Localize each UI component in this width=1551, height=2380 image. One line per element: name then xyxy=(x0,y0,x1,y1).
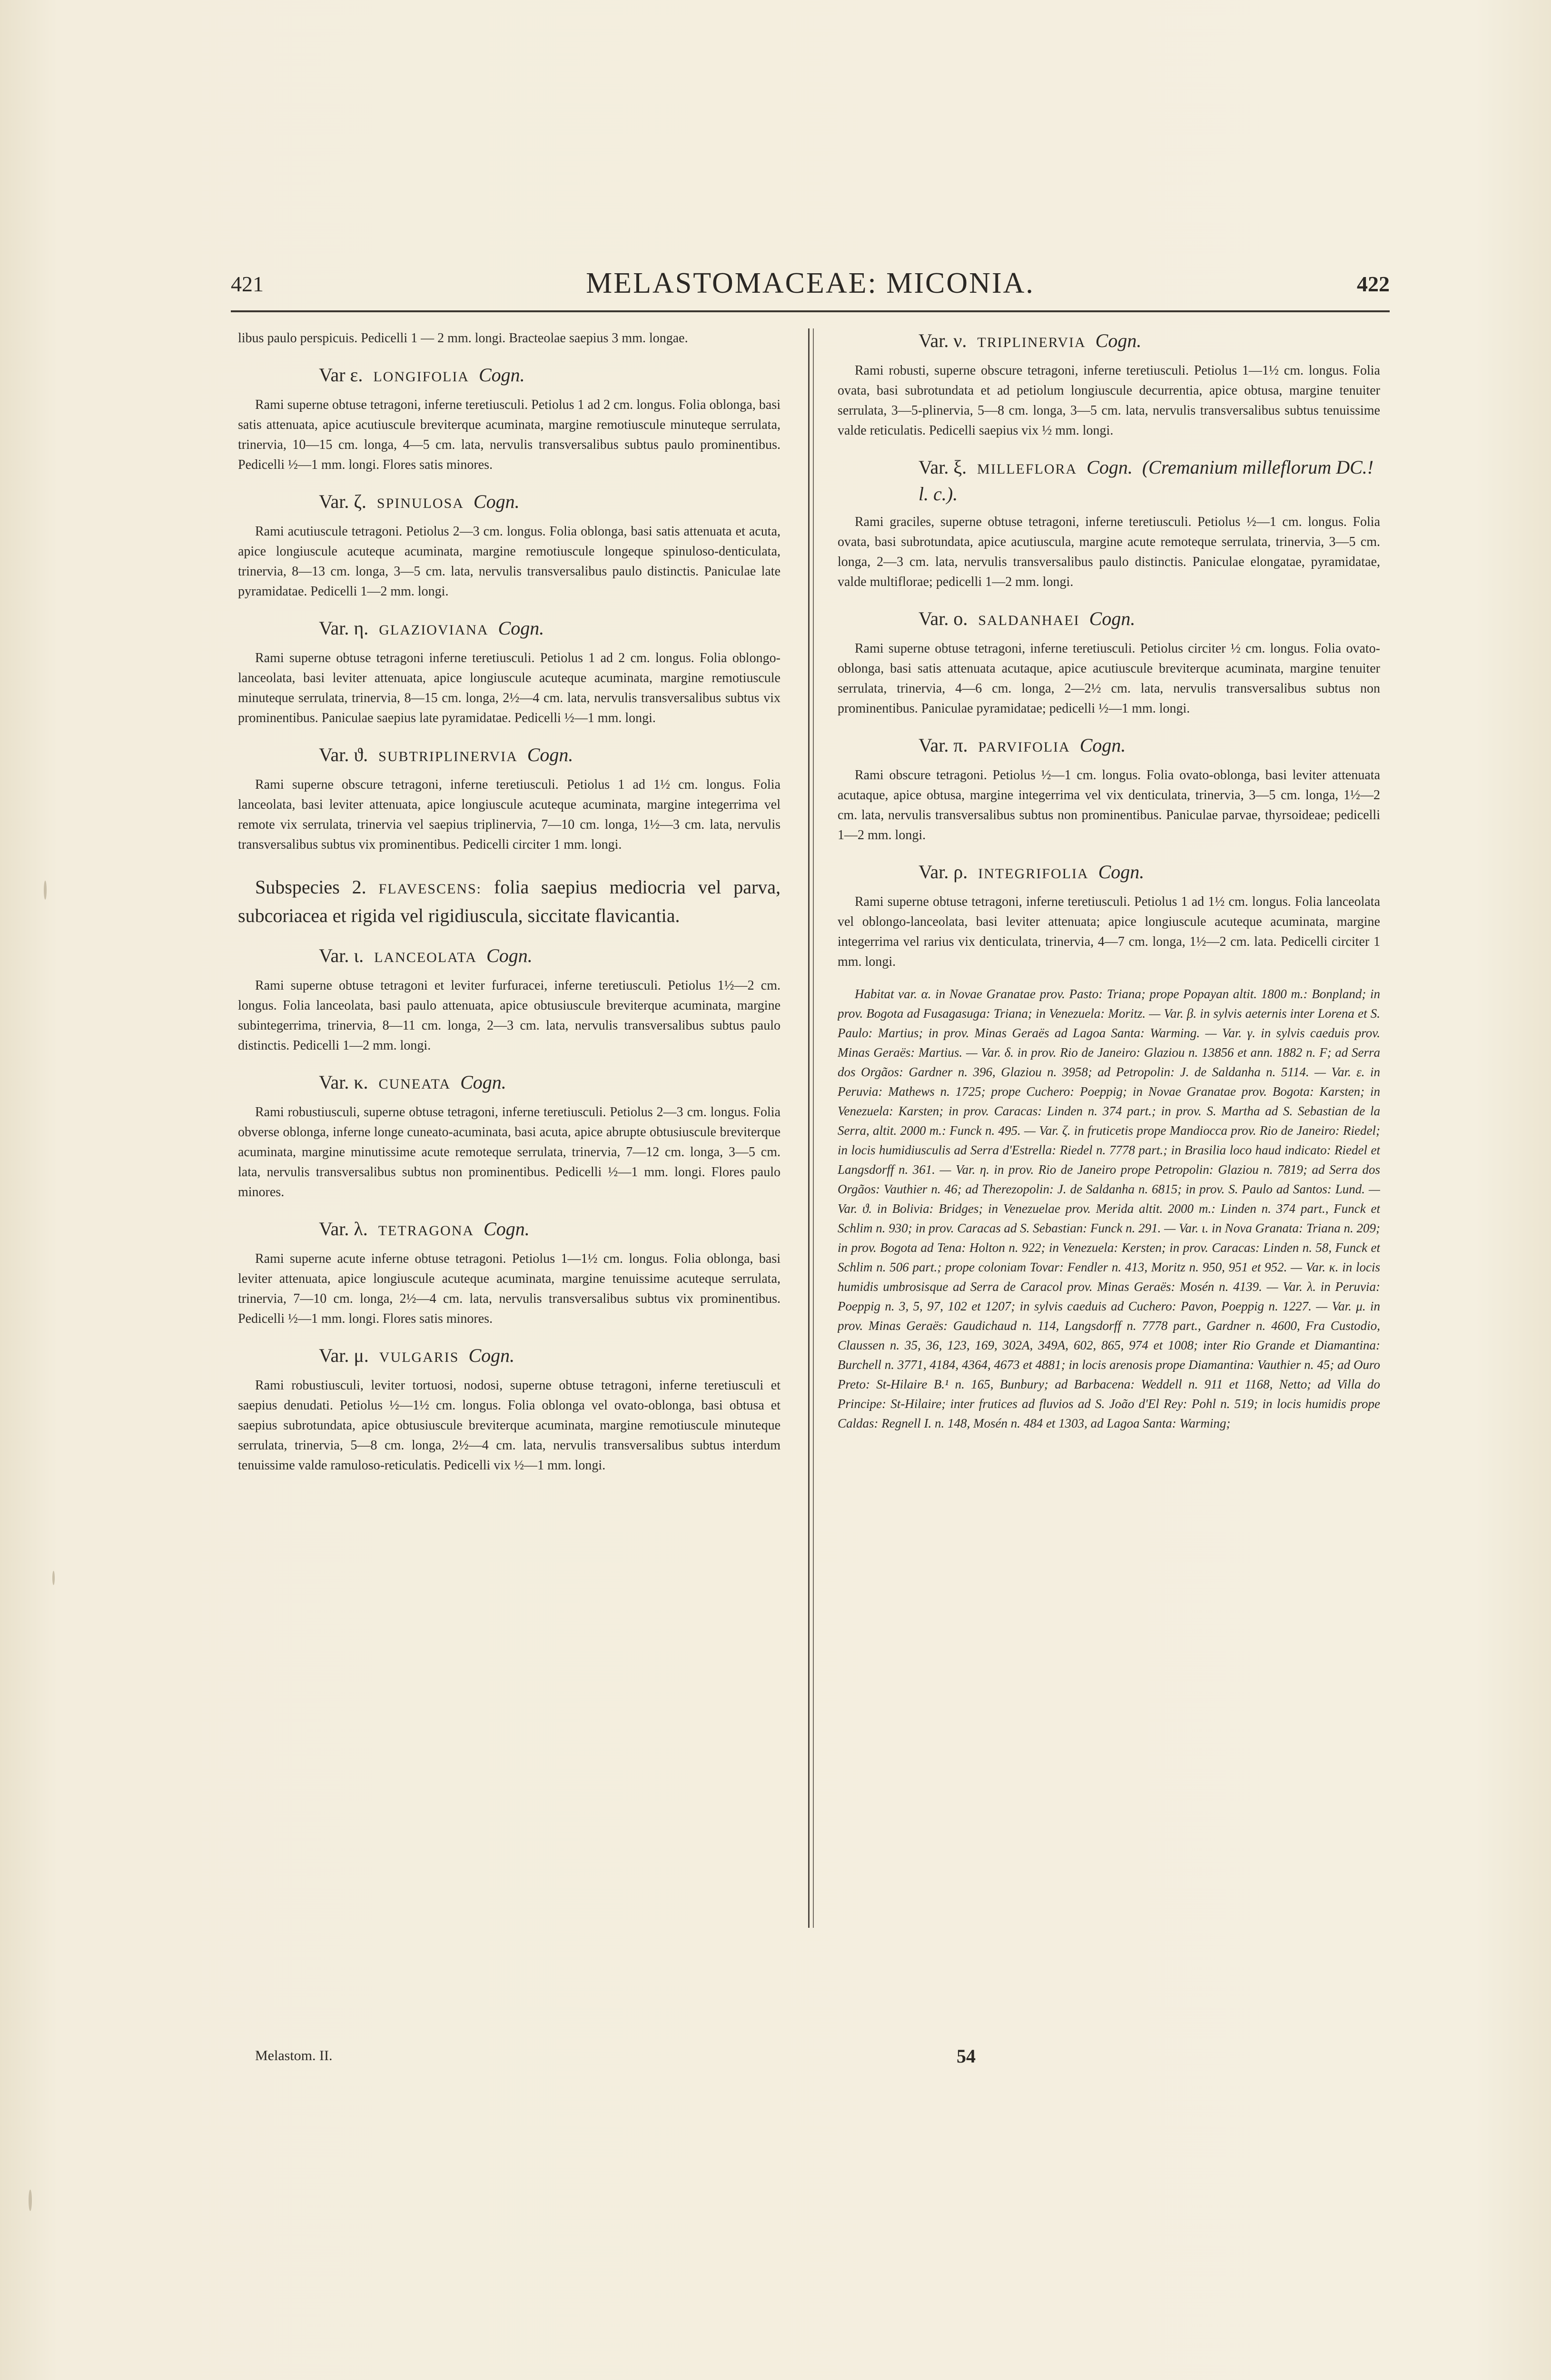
subspecies-label: Subspecies 2. xyxy=(255,876,366,898)
variety-letter: ο. xyxy=(953,608,968,629)
column-divider xyxy=(808,328,810,1928)
variety-author: Cogn. xyxy=(460,1071,506,1093)
variety-author: Cogn. xyxy=(1095,330,1142,351)
variety-name: TETRAGONA xyxy=(378,1223,474,1239)
variety-description: Rami robustiusculi, leviter tortuosi, nodosi, superne obtuse tetragoni, inferne teretiusculi et saepius denudati. Petiolus ½—1½ cm. longus. Folia oblonga vel ovato-oblonga, basi obtusa et saepius subrotundata, apice obtusiuscule breviterque acuminata, margine remotiuscule minuteque serrulata, trinervia, 5—8 cm. longa, 2½—4 cm. lata, nervulis transversalibus subtus interdum tenuissime valde ramuloso-reticulatis. Pedicelli vix ½—1 mm. longi. xyxy=(238,1378,780,1473)
variety-letter: ν. xyxy=(953,330,967,351)
variety-heading xyxy=(238,489,780,516)
variety-letter: ε. xyxy=(350,364,363,386)
page-number-right: 422 xyxy=(1357,272,1390,296)
variety-author: Cogn. xyxy=(478,364,525,386)
variety-author: Cogn. xyxy=(484,1218,530,1240)
variety-author: Cogn. xyxy=(486,945,533,966)
variety-letter: ι. xyxy=(354,945,364,966)
variety-description: Rami superne obtuse tetragoni, inferne teretiusculi. Petiolus 1 ad 2 cm. longus. Folia oblonga, basi satis attenuata, apice acutiuscule breviterque acuminata, margine remotiuscule minuteque serrulata, trinervia, 10—15 cm. longa, 4—5 cm. lata, nervulis transversalibus subtus paulo prominentibus. Pedicelli ½—1 mm. longi. Flores satis minores. xyxy=(238,397,780,472)
running-title: MELASTOMACEAE: MICONIA. xyxy=(586,267,1035,299)
variety-author: Cogn. xyxy=(1079,734,1126,756)
var-word: Var. xyxy=(919,456,949,478)
variety-letter: ζ. xyxy=(354,491,366,512)
variety-author: Cogn. xyxy=(498,617,544,639)
variety-heading xyxy=(238,1217,780,1243)
header-rule xyxy=(231,310,1390,312)
variety-author: Cogn. xyxy=(1087,456,1133,478)
variety-name: GLAZIOVIANA xyxy=(379,622,489,638)
variety-letter: ξ. xyxy=(953,456,967,478)
footer-sheet-number: 54 xyxy=(957,2045,976,2067)
variety-name: INTEGRIFOLIA xyxy=(978,866,1089,882)
variety-description: Rami graciles, superne obtuse tetragoni, inferne teretiusculi. Petiolus ½—1 cm. longus. Folia ovata, basi subrotundata, apice acutiuscula, margine acute remoteque serrulata, trinervia, 3—5 cm. longa, 2—3 cm. lata, nervulis transversalibus paulo distinctis. Paniculae elongatae, pyramidatae, valde multiflorae; pedicelli 1—2 mm. longi. xyxy=(838,515,1380,589)
paper-speck xyxy=(44,881,47,900)
var-word: Var. xyxy=(919,330,949,351)
variety-letter: λ. xyxy=(354,1218,368,1240)
variety-name: SUBTRIPLINERVIA xyxy=(378,749,518,764)
variety-heading xyxy=(838,455,1380,506)
var-word: Var. xyxy=(319,491,349,512)
page-number-left: 421 xyxy=(231,272,264,296)
variety-heading xyxy=(838,328,1380,355)
paper-speck xyxy=(29,2190,32,2211)
variety-heading xyxy=(238,943,780,970)
var-word: Var. xyxy=(319,1218,349,1240)
subspecies-heading xyxy=(238,874,780,929)
variety-author: Cogn. xyxy=(527,744,573,765)
variety-heading xyxy=(238,1070,780,1097)
var-word: Var. xyxy=(919,608,949,629)
variety-heading xyxy=(238,616,780,643)
subspecies-text: folia saepius mediocria vel parva, subcoriacea et rigida vel rigidiuscula, siccitate flavicantia. xyxy=(238,876,780,926)
var-word: Var. xyxy=(319,744,349,765)
variety-name: SPINULOSA xyxy=(376,496,464,511)
habitat-paragraph: Habitat var. α. in Novae Granatae prov. Pasto: Triana; prope Popayan altit. 1800 m.: Bonpland; in prov. Bogota ad Fusagasuga: Triana; in Venezuela: Moritz. — Var. β. in sylvis aeternis inter Lorena et S. Paulo: Martius; in prov. Minas Geraës ad Lagoa Santa: Warming. — Var. γ. in sylvis caeduis prov. Minas Geraës: Martius. — Var. δ. in prov. Rio de Janeiro: Glaziou n. 13856 et ann. 1882 n. F; ad Serra dos Orgãos: Gardner n. 396, Glaziou n. 3958; ad Petropolin: J. de Saldanha n. 5114. — Var. ε. in Peruvia: Mathews n. 1725; prope Cuchero: Poeppig; in Novae Granatae prov. Bogota: Karsten; in Venezuela: Karsten; in prov. Caracas: Linden n. 374 part.; in prov. S. Martha ad S. Sebastian de la Serra, altit. 2000 m.: Funck n. 495. — Var. ζ. in fruticetis prope Mandiocca prov. Rio de Janeiro: Riedel; in locis humidiusculis ad Serra d'Estrella: Riedel n. 7778 part.; in Brasilia loco haud indicato: Riedel et Langsdorff n. 361. — Var. η. in prov. Rio de Janeiro prope Petropolin: Glaziou n. 7819; ad Serra dos Orgãos: Vauthier n. 46; ad Therezopolin: J. de Saldanha n. 6815; in prov. S. Paulo ad Santos: Lund. — Var. ϑ. in Bolivia: Bridges; in Venezuelae prov. Merida altit. 2000 m.: Linden n. 374 part., Funck et Schlim n. 930; in prov. Caracas ad S. Sebastian: Funck n. 291. — Var. ι. in Nova Granata: Triana n. 209; in prov. Bogota ad Tena: Holton n. 922; in Venezuela: Kersten; in prov. Caracas: Linden n. 58, Funck et Schlim n. 506 part.; prope coloniam Tovar: Fendler n. 413, Moritz n. 950, 951 et 952. — Var. κ. in locis humidis umbrosisque ad Serra de Caracol prov. Minas Geraës: Mosén n. 4139. — Var. λ. in Peruvia: Poeppig n. 3, 5, 97, 102 et 1207; in sylvis caeduis ad Cuchero: Pavon, Poeppig n. 1227. — Var. μ. in prov. Minas Geraës: Gaudichaud n. 114, Langsdorff n. 7778 part., Gardner n. 4600, Fra Custodio, Claussen n. 35, 36, 123, 169, 302A, 349A, 602, 865, 974 et 1008; inter Rio Grande et Diamantina: Burchell n. 3771, 4184, 4364, 4673 et 4881; in locis arenosis prope Diamantina: Vauthier n. 45; ad Ouro Preto: St-Hilaire B.¹ n. 165, Bunbury; ad Barbacena: Weddell n. 911 et 1168, Netto; ad Villa do Principe: St-Hilaire; inter frutices ad fluvios ad S. João d'El Rey: Pohl n. 519; in locis humidis prope Caldas: Regnell I. n. 148, Mosén n. 484 et 1303, ad Lagoa Santa: Warming; xyxy=(838,987,1380,1430)
var-word: Var. xyxy=(319,1345,349,1366)
variety-heading xyxy=(838,733,1380,760)
variety-description: Rami superne acute inferne obtuse tetragoni. Petiolus 1—1½ cm. longus. Folia oblonga, basi leviter attenuata, apice longiuscule acuteque acuminata, margine tenuissime acuteque serrulata, trinervia, 7—10 cm. longa, 2½—4 cm. lata, nervulis transversalibus subtus vix prominentibus. Pedicelli ½—1 mm. longi. Flores satis minores. xyxy=(238,1251,780,1326)
variety-description: Rami superne obscure tetragoni, inferne teretiusculi. Petiolus 1 ad 1½ cm. longus. Folia lanceolata, basi leviter attenuata, apice longiuscule acuteque acuminata, margine integerrima vel remote vix serrulata, trinervia vel saepius triplinervia, 7—10 cm. longa, 1½—3 cm. lata, nervulis transversalibus subtus vix prominentibus. Pedicelli circiter 1 mm. longi. xyxy=(238,777,780,852)
intro-paragraph: libus paulo perspicuis. Pedicelli 1 — 2 mm. longi. Bracteolae saepius 3 mm. longae. xyxy=(238,331,688,346)
var-word: Var. xyxy=(319,945,349,966)
variety-description: Rami robustiusculi, superne obtuse tetragoni, inferne teretiusculi. Petiolus 2—3 cm. longus. Folia obverse oblonga, inferne longe cuneato-acuminata, basi acuta, apice abrupte obtusiuscule breviterque acuminata, margine minutissime acute remoteque serrulata, trinervia, 7—12 cm. longa, 3—5 cm. lata, nervulis transversalibus subtus non prominentibus. Pedicelli ½—1 mm. longi. Flores paulo minores. xyxy=(238,1105,780,1200)
variety-name: LANCEOLATA xyxy=(374,950,477,965)
variety-name: TRIPLINERVIA xyxy=(977,335,1086,350)
variety-name: CUNEATA xyxy=(378,1076,451,1092)
variety-name: MILLEFLORA xyxy=(977,461,1077,477)
var-word: Var. xyxy=(919,734,949,756)
variety-description: Rami robusti, superne obscure tetragoni, inferne teretiusculi. Petiolus 1—1½ cm. longus. Folia ovata, basi subrotundata et ad petiolum longiuscule decurrentia, apice obtusa, margine tenuiter serrulata, 3—5-plinervia, 5—8 cm. longa, 3—5 cm. lata, nervulis transversalibus subtus tenuissime valde reticulatis. Pedicelli saepius vix ½ mm. longi. xyxy=(838,363,1380,438)
var-word: Var xyxy=(319,364,346,386)
variety-author: Cogn. xyxy=(468,1345,515,1366)
variety-letter: ϑ. xyxy=(354,744,368,765)
variety-letter: κ. xyxy=(354,1071,368,1093)
variety-description: Rami superne obtuse tetragoni et leviter furfuracei, inferne teretiusculi. Petiolus 1½—2 cm. longus. Folia lanceolata, basi paulo attenuata, apice obtusiuscule breviterque acuminata, margine subintegerrima, trinervia, 8—11 cm. longa, 2—3 cm. lata, nervulis transversalibus subtus paulo distinctis. Pedicelli 1—2 mm. longi. xyxy=(238,978,780,1053)
variety-author: Cogn. xyxy=(1098,861,1145,883)
variety-description: Rami superne obtuse tetragoni, inferne teretiusculi. Petiolus circiter ½ cm. longus. Folia ovato-oblonga, basi satis attenuata acutaque, apice acutiuscule breviterque acuminata, margine tenuiter serrulata, trinervia, 4—6 cm. longa, 2—2½ cm. lata, nervulis transversalibus subtus non prominentibus. Paniculae pyramidatae; pedicelli ½—1 mm. longi. xyxy=(838,641,1380,716)
variety-description: Rami obscure tetragoni. Petiolus ½—1 cm. longus. Folia ovato-oblonga, basi leviter attenuata acutaque, apice obtusa, margine integerrima vel vix denticulata, trinervia, 3—5 cm. longa, 1½—2 cm. lata, nervulis transversalibus subtus non prominentibus. Paniculae parvae, thyrsoideae; pedicelli 1—2 mm. longi. xyxy=(838,768,1380,843)
footer-signature: Melastom. II. xyxy=(255,2048,333,2063)
variety-name: VULGARIS xyxy=(379,1349,459,1365)
left-column xyxy=(238,328,780,2013)
var-word: Var. xyxy=(919,861,949,883)
variety-heading xyxy=(838,860,1380,886)
variety-letter: ρ. xyxy=(953,861,968,883)
var-word: Var. xyxy=(319,1071,349,1093)
variety-description: Rami superne obtuse tetragoni inferne teretiusculi. Petiolus 1 ad 2 cm. longus. Folia oblongo-lanceolata, basi leviter attenuata, apice longiuscule acuteque acuminata, margine remotiuscule minuteque serrulata, trinervia, 8—15 cm. longa, 2½—4 cm. lata, nervulis transversalibus subtus vix prominentibus. Paniculae saepius late pyramidatae. Pedicelli ½—1 mm. longi. xyxy=(238,651,780,725)
variety-heading xyxy=(238,1343,780,1370)
var-word: Var. xyxy=(319,617,349,639)
variety-letter: π. xyxy=(953,734,968,756)
variety-author: Cogn. xyxy=(1089,608,1136,629)
variety-name: PARVIFOLIA xyxy=(978,739,1070,755)
variety-description: Rami acutiuscule tetragoni. Petiolus 2—3 cm. longus. Folia oblonga, basi satis attenuata et acuta, apice longiuscule acuteque acuminata, margine remotiuscule longeque spinuloso-denticulata, trinervia, 8—13 cm. longa, 3—5 cm. lata, nervulis transversalibus paulo distinctis. Paniculae late pyramidatae. Pedicelli 1—2 mm. longi. xyxy=(238,524,780,599)
variety-author: Cogn. xyxy=(473,491,520,512)
variety-synonym: (Cremanium milleflorum DC.! l. c.). xyxy=(919,456,1374,505)
variety-name: SALDANHAEI xyxy=(978,613,1080,628)
right-column xyxy=(838,328,1380,1899)
page-header xyxy=(231,267,1390,309)
variety-name: LONGIFOLIA xyxy=(373,369,469,385)
variety-description: Rami superne obtuse tetragoni, inferne teretiusculi. Petiolus 1 ad 1½ cm. longus. Folia lanceolata vel oblongo-lanceolata, basi leviter attenuata; apice longiuscule acuteque acuminata, margine integerrima vel rarius vix denticulata, trinervia, 4—7 cm. longa, 1½—2 cm. lata. Pedicelli circiter 1 mm. longi. xyxy=(838,894,1380,969)
variety-letter: η. xyxy=(354,617,369,639)
subspecies-name: FLAVESCENS: xyxy=(378,881,482,897)
column-divider-inner xyxy=(813,328,814,1928)
variety-heading xyxy=(238,363,780,389)
variety-heading xyxy=(838,606,1380,633)
variety-heading xyxy=(238,743,780,769)
paper-speck xyxy=(52,1571,55,1585)
variety-letter: μ. xyxy=(354,1345,369,1366)
